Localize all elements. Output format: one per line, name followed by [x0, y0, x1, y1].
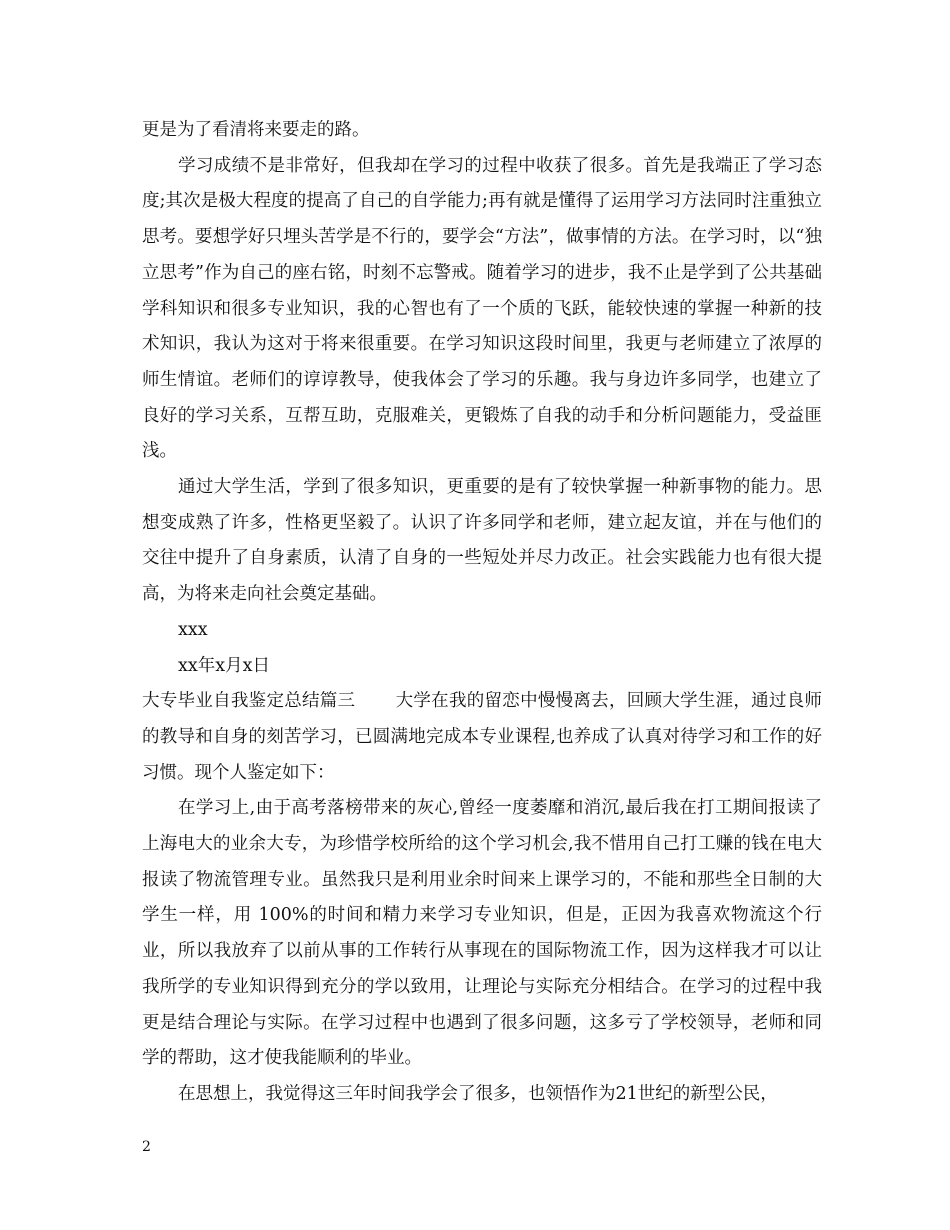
section-intro: 大学在我的留恋中慢慢离去，回顾大学生涯，通过良师的教导和自身的刻苦学习，已圆满地完成本专业课程,也养成了认真对待学习和工作的好习惯。现个人鉴定如下：: [142, 691, 823, 783]
section-paragraph: [142, 684, 822, 791]
paragraph: 在思想上，我觉得这三年时间我学会了很多，也领悟作为21世纪的新型公民，: [178, 1083, 778, 1104]
paragraph: 在学习上,由于高考落榜带来的灰心,曾经一度萎靡和消沉,最后我在打工期间报读了上海电大的业余大专，为珍惜学校所给的这个学习机会,我不惜用自己打工赚的钱在电大报读了物流管理专业。虽然我只是利用业余时间来上课学习的，不能和那些全日制的大学生一样，用 100%的时间和精力来学习专业知识，但是，正因为我喜欢物流这个行业，所以我放弃了以前从事的工作转行从事现在的国际物流工作，因为这样我才可以让我所学的专业知识得到充分的学以致用，让理论与实际充分相结合。在学习的过程中我更是结合理论与实际。在学习过程中也遇到了很多问题，这多亏了学校领导，老师和同学的帮助，这才使我能顺利的毕业。: [142, 798, 822, 1069]
paragraph: 学习成绩不是非常好，但我却在学习的过程中收获了很多。首先是我端正了学习态度;其次是极大程度的提高了自己的自学能力;再有就是懂得了运用学习方法同时注重独立思考。要想学好只埋头苦学是不行的，要学会“方法”，做事情的方法。在学习时，以“独立思考”作为自己的座右铭，时刻不忘警戒。随着学习的进步，我不止是学到了公共基础学科知识和很多专业知识，我的心智也有了一个质的飞跃，能较快速的掌握一种新的技术知识，我认为这对于将来很重要。在学习知识这段时间里，我更与老师建立了浓厚的师生情谊。老师们的谆谆教导，使我体会了学习的乐趣。我与身边许多同学，也建立了良好的学习关系，互帮互助，克服难关，更锻炼了自我的动手和分析问题能力，受益匪浅。: [142, 155, 822, 462]
paragraph: 更是为了看清将来要走的路。: [142, 120, 370, 140]
page-number: 2: [142, 1139, 151, 1155]
paragraph: 通过大学生活，学到了很多知识，更重要的是有了较快掌握一种新事物的能力。思想变成熟了许多，性格更坚毅了。认识了许多同学和老师，建立起友谊，并在与他们的交往中提升了自身素质，认清了自身的一些短处并尽力改正。社会实践能力也有很大提高，为将来走向社会奠定基础。: [142, 477, 822, 605]
signature-name: xxx: [178, 619, 208, 640]
signature-date: xx年x月x日: [178, 655, 270, 676]
section-title: 大专毕业自我鉴定总结篇三: [142, 691, 356, 712]
document-body: [142, 113, 822, 1113]
